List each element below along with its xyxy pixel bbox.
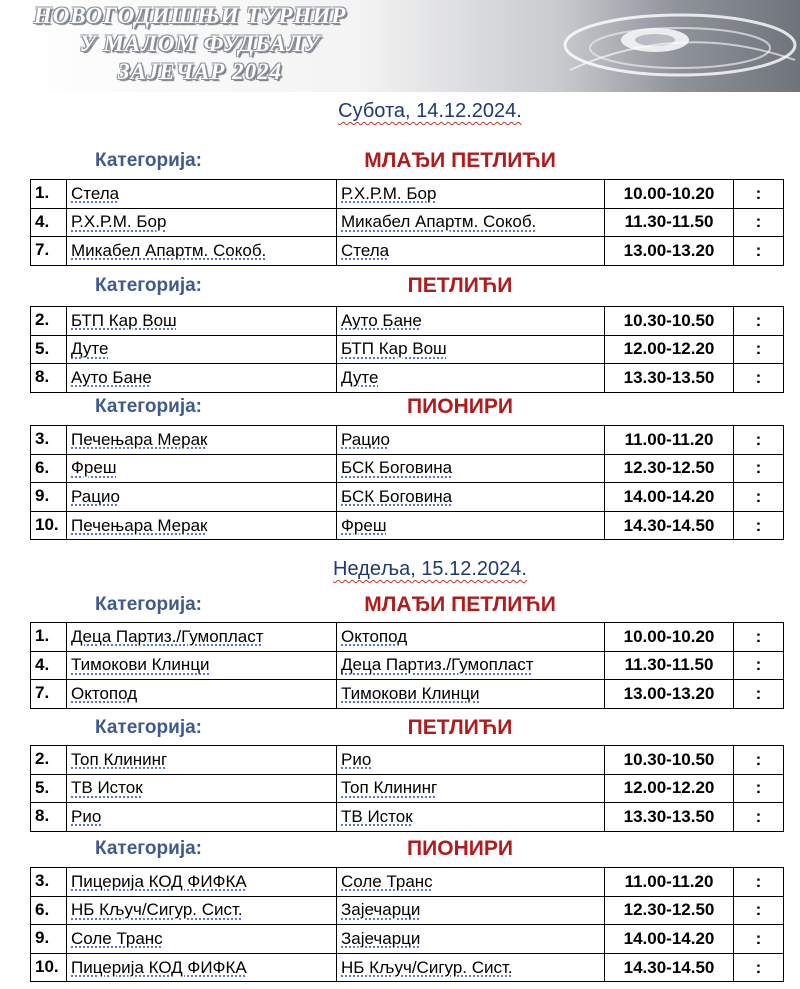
home-team-cell [67, 483, 337, 512]
match-time: 10.30-10.50 [605, 307, 734, 336]
home-team: Фреш [71, 458, 117, 478]
away-team-cell [337, 426, 605, 455]
match-score: : [734, 868, 784, 897]
match-score: : [734, 774, 784, 803]
match-score: : [734, 953, 784, 982]
away-team-cell [337, 896, 605, 925]
away-team: Соле Транс [341, 871, 433, 891]
home-team-cell [67, 680, 337, 709]
match-number: 2. [31, 307, 67, 336]
match-number: 7. [31, 237, 67, 266]
home-team-cell [67, 953, 337, 982]
away-team: Р.Х.Р.М. Бор [341, 183, 437, 203]
football-graphic [560, 0, 800, 92]
home-team: Рацио [71, 486, 120, 506]
match-time: 14.00-14.20 [605, 483, 734, 512]
match-time: 12.30-12.50 [605, 896, 734, 925]
away-team: ТВ Исток [341, 806, 413, 826]
away-team: Рио [341, 749, 372, 769]
match-table [30, 179, 784, 266]
match-score: : [734, 623, 784, 652]
match-number: 1. [31, 180, 67, 209]
match-number: 6. [31, 454, 67, 483]
match-time: 12.00-12.20 [605, 774, 734, 803]
match-time: 14.30-14.50 [605, 953, 734, 982]
home-team-cell [67, 208, 337, 237]
home-team-cell [67, 651, 337, 680]
table-row [31, 180, 784, 209]
match-time: 10.00-10.20 [605, 180, 734, 209]
away-team-cell [337, 623, 605, 652]
match-table [30, 867, 784, 982]
away-team-cell [337, 953, 605, 982]
match-number: 3. [31, 426, 67, 455]
match-time: 12.00-12.20 [605, 335, 734, 364]
home-team: Дуте [71, 339, 109, 359]
home-team: Микабел Апартм. Сокоб. [71, 240, 267, 260]
home-team: Топ Клининг [71, 749, 168, 769]
match-score: : [734, 896, 784, 925]
table-row [31, 335, 784, 364]
table-row [31, 483, 784, 512]
home-team: НБ Кључ/Сигур. Сист. [71, 900, 243, 920]
match-number: 9. [31, 483, 67, 512]
match-time: 13.00-13.20 [605, 237, 734, 266]
match-score: : [734, 483, 784, 512]
home-team-cell [67, 454, 337, 483]
home-team-cell [67, 623, 337, 652]
away-team-cell [337, 746, 605, 775]
away-team: БСК Боговина [341, 458, 453, 478]
table-row [31, 803, 784, 832]
away-team: Зајечарци [341, 900, 421, 920]
category-header [0, 594, 800, 620]
home-team-cell [67, 746, 337, 775]
day-heading [0, 558, 800, 581]
away-team-cell [337, 774, 605, 803]
home-team: БТП Кар Вош [71, 310, 177, 330]
away-team: Тимокови Клинци [341, 683, 480, 703]
match-table [30, 306, 784, 393]
category-header [0, 275, 800, 301]
away-team-cell [337, 335, 605, 364]
match-number: 5. [31, 774, 67, 803]
match-time: 10.30-10.50 [605, 746, 734, 775]
category-name: ПЕТЛИЋИ [407, 716, 513, 739]
category-label: Категорија: [95, 150, 202, 171]
match-time: 10.00-10.20 [605, 623, 734, 652]
banner-title-line: У МАЛОМ ФУДБАЛУ [79, 31, 321, 56]
day-heading-text: Субота, 14.12.2024. [338, 100, 522, 122]
match-number: 8. [31, 803, 67, 832]
away-team-cell [337, 208, 605, 237]
table-row [31, 454, 784, 483]
table-row [31, 651, 784, 680]
match-time: 11.30-11.50 [605, 651, 734, 680]
day-heading-text: Недеља, 15.12.2024. [333, 558, 527, 580]
away-team: Фреш [341, 515, 387, 535]
category-header [0, 717, 800, 743]
match-table [30, 425, 784, 540]
match-time: 11.00-11.20 [605, 868, 734, 897]
table-row [31, 680, 784, 709]
match-time: 13.30-13.50 [605, 364, 734, 393]
category-label: Категорија: [95, 717, 202, 738]
match-score: : [734, 746, 784, 775]
day-heading [0, 100, 800, 123]
match-number: 7. [31, 680, 67, 709]
category-name: ПЕТЛИЋИ [407, 274, 513, 297]
table-row [31, 511, 784, 540]
away-team-cell [337, 868, 605, 897]
home-team-cell [67, 511, 337, 540]
match-score: : [734, 651, 784, 680]
table-row [31, 307, 784, 336]
table-row [31, 868, 784, 897]
match-score: : [734, 364, 784, 393]
category-label: Категорија: [95, 594, 202, 615]
away-team-cell [337, 180, 605, 209]
match-time: 12.30-12.50 [605, 454, 734, 483]
match-time: 13.00-13.20 [605, 680, 734, 709]
category-label: Категорија: [95, 838, 202, 859]
home-team: Рио [71, 806, 102, 826]
home-team-cell [67, 803, 337, 832]
home-team-cell [67, 868, 337, 897]
table-row [31, 746, 784, 775]
category-header [0, 396, 800, 422]
table-row [31, 364, 784, 393]
match-score: : [734, 454, 784, 483]
match-score: : [734, 680, 784, 709]
category-name: ПИОНИРИ [407, 837, 513, 860]
home-team-cell [67, 426, 337, 455]
away-team: Топ Клининг [341, 778, 438, 798]
table-row [31, 426, 784, 455]
match-time: 14.00-14.20 [605, 925, 734, 954]
match-number: 10. [31, 953, 67, 982]
match-number: 10. [31, 511, 67, 540]
home-team: Пицерија КОД ФИФКА [71, 957, 247, 977]
table-row [31, 623, 784, 652]
home-team-cell [67, 364, 337, 393]
match-number: 6. [31, 896, 67, 925]
home-team: Р.Х.Р.М. Бор [71, 212, 167, 232]
away-team: БСК Боговина [341, 486, 453, 506]
home-team: Деца Партиз./Гумопласт [71, 626, 264, 646]
tournament-banner [0, 0, 800, 92]
match-table [30, 622, 784, 709]
match-score: : [734, 803, 784, 832]
away-team-cell [337, 680, 605, 709]
category-name: ПИОНИРИ [407, 395, 513, 418]
home-team: Печењара Мерак [71, 515, 208, 535]
match-score: : [734, 925, 784, 954]
away-team-cell [337, 237, 605, 266]
table-row [31, 237, 784, 266]
match-score: : [734, 511, 784, 540]
match-score: : [734, 208, 784, 237]
home-team: Печењара Мерак [71, 429, 208, 449]
away-team-cell [337, 454, 605, 483]
away-team-cell [337, 511, 605, 540]
match-number: 2. [31, 746, 67, 775]
table-row [31, 208, 784, 237]
table-row [31, 896, 784, 925]
category-header [0, 838, 800, 864]
match-number: 9. [31, 925, 67, 954]
home-team: Стела [71, 183, 120, 203]
home-team: ТВ Исток [71, 778, 143, 798]
home-team: Соле Транс [71, 928, 163, 948]
match-number: 8. [31, 364, 67, 393]
away-team: Микабел Апартм. Сокоб. [341, 212, 537, 232]
match-number: 1. [31, 623, 67, 652]
match-score: : [734, 237, 784, 266]
match-time: 11.30-11.50 [605, 208, 734, 237]
category-name: МЛАЂИ ПЕТЛИЋИ [364, 149, 556, 172]
match-number: 4. [31, 208, 67, 237]
table-row [31, 925, 784, 954]
away-team: Стела [341, 240, 390, 260]
away-team: Ауто Бане [341, 310, 422, 330]
home-team-cell [67, 307, 337, 336]
match-score: : [734, 335, 784, 364]
match-time: 13.30-13.50 [605, 803, 734, 832]
away-team-cell [337, 483, 605, 512]
home-team: Октопод [71, 683, 138, 703]
away-team-cell [337, 364, 605, 393]
category-label: Категорија: [95, 275, 202, 296]
match-time: 11.00-11.20 [605, 426, 734, 455]
away-team: Зајечарци [341, 928, 421, 948]
category-label: Категорија: [95, 396, 202, 417]
banner-title-line: НОВОГОДИШЊИ ТУРНИР [33, 3, 347, 28]
away-team: Деца Партиз./Гумопласт [341, 655, 534, 675]
away-team-cell [337, 307, 605, 336]
match-score: : [734, 180, 784, 209]
match-number: 4. [31, 651, 67, 680]
table-row [31, 774, 784, 803]
match-time: 14.30-14.50 [605, 511, 734, 540]
match-number: 5. [31, 335, 67, 364]
banner-title-line: ЗАЈЕЧАР 2024 [117, 59, 283, 84]
home-team-cell [67, 335, 337, 364]
away-team-cell [337, 803, 605, 832]
away-team: БТП Кар Вош [341, 339, 447, 359]
category-header [0, 150, 800, 176]
home-team: Пицерија КОД ФИФКА [71, 871, 247, 891]
away-team-cell [337, 925, 605, 954]
home-team-cell [67, 774, 337, 803]
away-team: Дуте [341, 367, 379, 387]
home-team-cell [67, 896, 337, 925]
home-team-cell [67, 180, 337, 209]
home-team: Ауто Бане [71, 367, 152, 387]
match-score: : [734, 426, 784, 455]
table-row [31, 953, 784, 982]
home-team-cell [67, 237, 337, 266]
home-team: Тимокови Клинци [71, 655, 210, 675]
away-team: Рацио [341, 429, 390, 449]
home-team-cell [67, 925, 337, 954]
match-number: 3. [31, 868, 67, 897]
match-table [30, 745, 784, 832]
match-score: : [734, 307, 784, 336]
away-team: Октопод [341, 626, 408, 646]
category-name: МЛАЂИ ПЕТЛИЋИ [364, 593, 556, 616]
away-team-cell [337, 651, 605, 680]
away-team: НБ Кључ/Сигур. Сист. [341, 957, 513, 977]
